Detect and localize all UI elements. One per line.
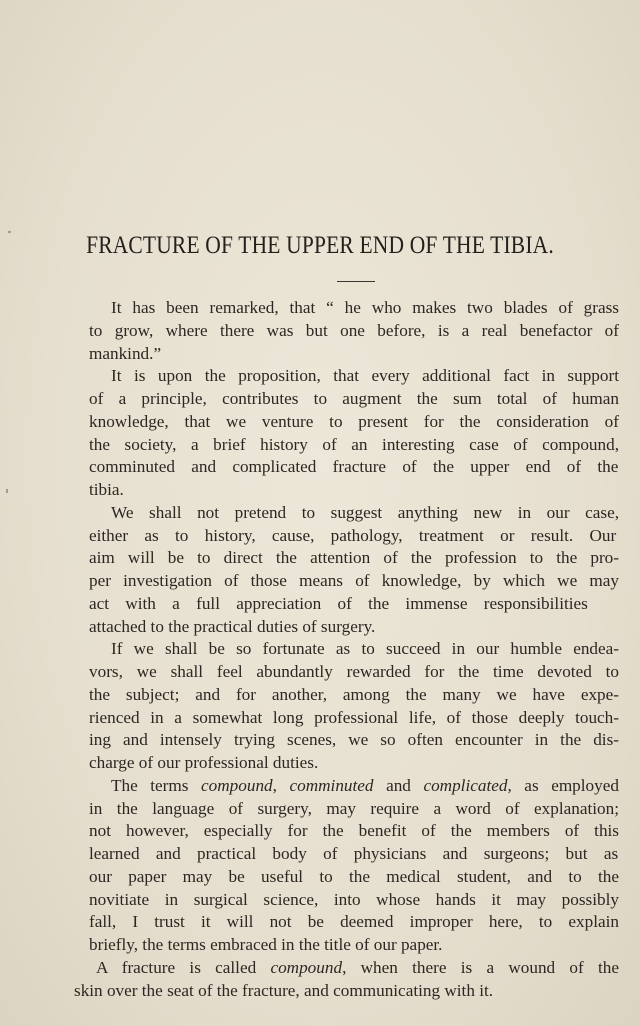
text-line: novitiate in surgical science, into whose hands it may possibly xyxy=(89,889,619,909)
text-line: It is upon the proposition, that every additional fact in support xyxy=(111,366,619,386)
text-line: rienced in a somewhat long professional life, of those deeply touch- xyxy=(89,707,619,727)
text-line: ing and intensely trying scenes, we so often encounter in the dis- xyxy=(89,730,619,750)
text-line: the society, a brief history of an interesting case of compound, xyxy=(89,434,619,454)
text-line: the subject; and for another, among the many we have expe- xyxy=(89,684,619,704)
text-line: our paper may be useful to the medical student, and to the xyxy=(89,866,619,886)
text-line: If we shall be so fortunate as to succeed in our humble endea- xyxy=(111,639,619,659)
text-line xyxy=(74,957,619,980)
text-line: briefly, the terms embraced in the title of our paper. xyxy=(89,935,443,954)
italic-term: comminuted xyxy=(289,775,374,795)
text-line: skin over the seat of the fracture, and communicating with it. xyxy=(74,980,494,1000)
paragraph-2 xyxy=(89,365,619,502)
text-line: We shall not pretend to suggest anything new in our case, xyxy=(111,502,619,522)
text-line: not however, especially for the benefit of the members of this xyxy=(89,821,619,841)
text-run: and xyxy=(373,775,424,795)
text-line: fall, I trust it will not be deemed improper here, to explain xyxy=(89,912,619,932)
text-run: The terms xyxy=(111,775,202,795)
paragraph-4 xyxy=(89,638,619,775)
text-run: , xyxy=(272,775,290,795)
text-line: aim will be to direct the attention of the profession to the pro- xyxy=(89,548,619,568)
chapter-title: FRACTURE OF THE UPPER END OF THE TIBIA. xyxy=(86,232,554,259)
text-line: It has been remarked, that “ he who makes two blades of grass xyxy=(111,298,619,317)
body-text xyxy=(74,297,619,1002)
text-line: act with a full appreciation of the immense responsibilities xyxy=(89,593,588,613)
text-run: , as employed xyxy=(507,775,619,795)
text-line: knowledge, that we venture to present for the consideration of xyxy=(89,411,619,431)
paragraph-5 xyxy=(89,775,619,957)
italic-term: compound xyxy=(270,957,343,977)
margin-mark xyxy=(6,489,8,493)
text-line: charge of our professional duties. xyxy=(89,753,319,772)
text-run: A fracture is called xyxy=(96,957,271,977)
text-line: comminuted and complicated fracture of the upper end of the xyxy=(89,457,619,477)
italic-term: complicated xyxy=(423,775,508,795)
paragraph-6 xyxy=(74,957,619,1003)
text-line: learned and practical body of physicians and surgeons; but as xyxy=(89,844,619,863)
title-rule xyxy=(337,281,375,282)
text-line: per investigation of those means of knowledge, by which we may xyxy=(89,571,619,590)
text-line: attached to the practical duties of surgery. xyxy=(89,616,376,636)
text-line: in the language of surgery, may require a word of explanation; xyxy=(89,798,619,818)
text-line: vors, we shall feel abundantly rewarded for the time devoted to xyxy=(89,662,619,681)
text-line: to grow, where there was but one before, is a real benefactor of xyxy=(89,320,619,340)
text-line: either as to history, cause, pathology, treatment or result. Our xyxy=(89,525,617,545)
text-line: mankind.” xyxy=(89,343,162,363)
text-run: , when there is a wound of the xyxy=(342,957,619,977)
paragraph-1 xyxy=(89,297,619,365)
italic-term: compound xyxy=(201,775,273,795)
paragraph-3 xyxy=(89,502,619,639)
text-line: of a principle, contributes to augment the sum total of human xyxy=(89,389,619,408)
margin-mark xyxy=(8,231,11,233)
text-line xyxy=(89,775,619,798)
text-line: tibia. xyxy=(89,480,124,499)
